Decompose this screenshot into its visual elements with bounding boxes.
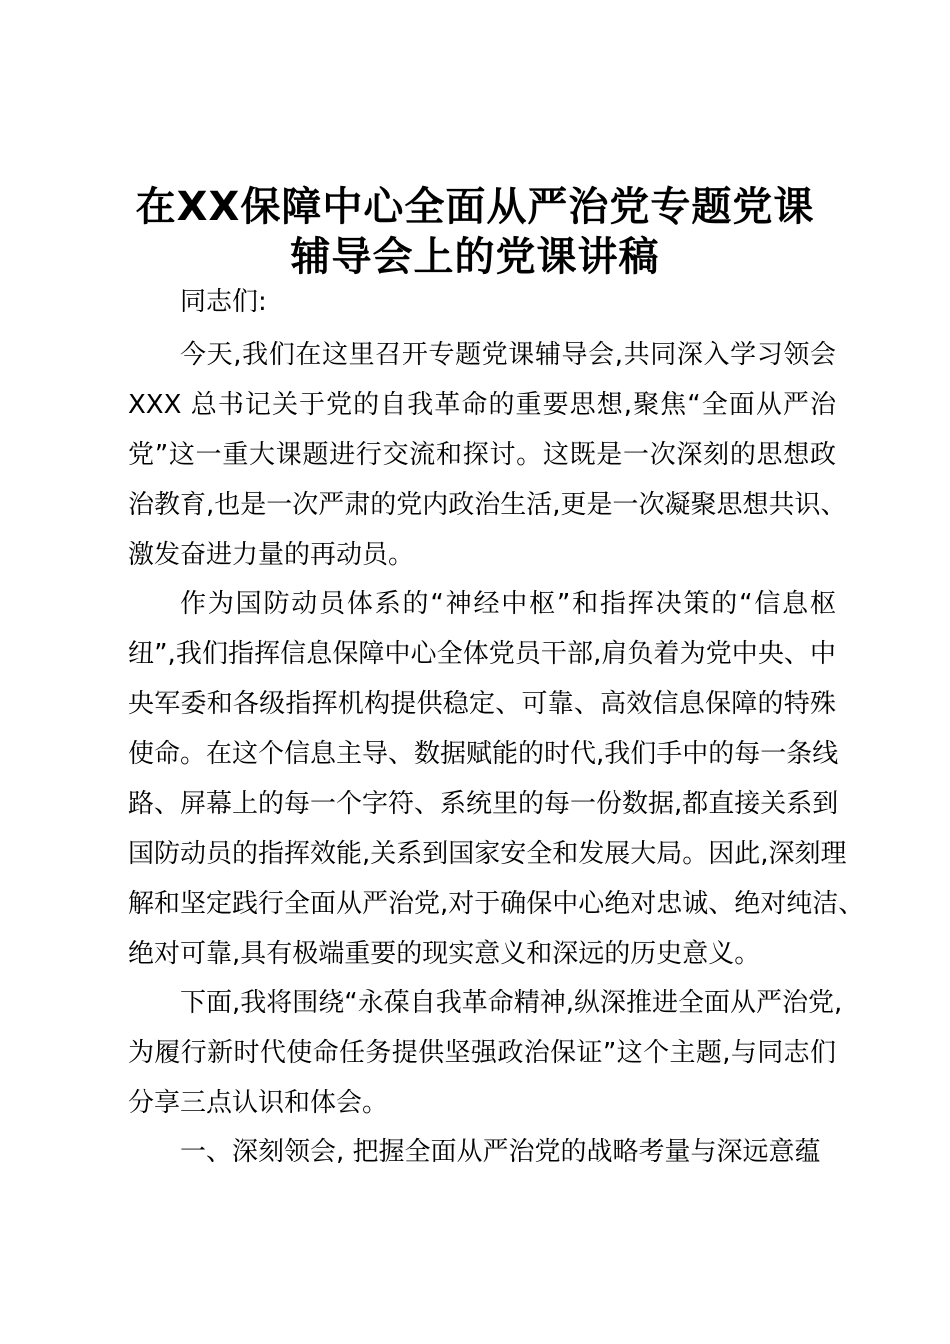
paragraph-2-line: 作为国防动员体系的“神经中枢”和指挥决策的“信息枢 (180, 589, 836, 619)
paragraph-2-line: 路、屏幕上的每一个字符、系统里的每一份数据,都直接关系到 (128, 789, 839, 819)
document-title-line-1: 在XX保障中心全面从严治党专题党课 (135, 184, 815, 230)
paragraph-1-line: 激发奋进力量的再动员。 (128, 540, 415, 570)
section-heading: 一、深刻领会, 把握全面从严治党的战略考量与深远意蕴 (180, 1137, 821, 1167)
paragraph-2-line: 央军委和各级指挥机构提供稳定、可靠、高效信息保障的特殊 (128, 689, 836, 719)
paragraph-3-line: 分享三点认识和体会。 (128, 1088, 389, 1118)
paragraph-2-line: 使命。在这个信息主导、数据赋能的时代,我们手中的每一条线 (128, 739, 839, 769)
paragraph-2-line: 国防动员的指挥效能,关系到国家安全和发展大局。因此,深刻理 (128, 839, 847, 869)
paragraph-3-line: 下面,我将围绕“永葆自我革命精神,纵深推进全面从严治党, (180, 988, 843, 1018)
paragraph-1-line: 今天,我们在这里召开专题党课辅导会,共同深入学习领会 (180, 340, 836, 370)
paragraph-3-line: 为履行新时代使命任务提供坚强政治保证”这个主题,与同志们 (128, 1038, 836, 1068)
paragraph-2-line: 纽”,我们指挥信息保障中心全体党员干部,肩负着为党中央、中 (128, 639, 836, 669)
salutation: 同志们: (180, 287, 267, 317)
paragraph-1-line: XXX 总书记关于党的自我革命的重要思想,聚焦“全面从严治 (128, 390, 836, 420)
paragraph-1-line: 治教育,也是一次严肃的党内政治生活,更是一次凝聚思想共识、 (128, 490, 847, 520)
document-title-line-2: 辅导会上的党课讲稿 (290, 234, 660, 280)
paragraph-1-line: 党”这一重大课题进行交流和探讨。这既是一次深刻的思想政 (128, 440, 836, 470)
paragraph-2-line: 解和坚定践行全面从严治党,对于确保中心绝对忠诚、绝对纯洁、 (128, 889, 865, 919)
paragraph-2-line: 绝对可靠,具有极端重要的现实意义和深远的历史意义。 (128, 939, 761, 969)
